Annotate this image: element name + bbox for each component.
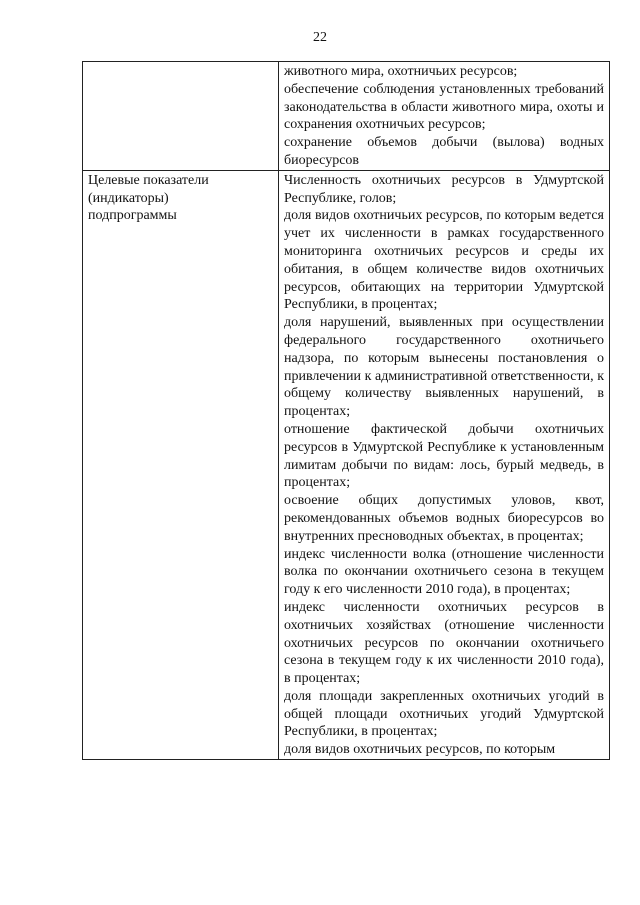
page-number: 22 [313, 30, 327, 45]
row-label-cell [83, 62, 279, 171]
row-label-cell [83, 170, 279, 759]
row-value-cell [279, 62, 610, 171]
row-value-cell [279, 170, 610, 759]
text-paragraph: отношение фактической добычи охотничьих ресурсов в Удмуртской Республике к установленным лимитам добычи по видам: лось, бурый медведь, в процентах; [284, 421, 604, 491]
text-paragraph: доля нарушений, выявленных при осуществлении федерального государственного охотничьего надзора, по которым вынесены постановления о привлечении к административной ответственности, к общему количеству выявленных нарушений, в процентах; [284, 315, 604, 420]
row-label-line: подпрограммы [88, 208, 177, 224]
text-paragraph: доля площади закрепленных охотничьих угодий в общей площади охотничьих угодий Удмуртской Республики, в процентах; [284, 688, 604, 740]
table-row [83, 170, 610, 759]
text-paragraph: доля видов охотничьих ресурсов, по которым ведется учет их численности в рамках государственного мониторинга охотничьих ресурсов и среды их обитания, в общем количестве видов охотничьих ресурсов, обитающих на территории Удмуртской Республики, в процентах; [284, 208, 604, 313]
row-label-line: Целевые показатели [88, 172, 209, 188]
text-paragraph: обеспечение соблюдения установленных требований законодательства в области животного мира, охоты и сохранения охотничьих ресурсов; [284, 81, 604, 133]
row-label-line: (индикаторы) [88, 190, 169, 206]
text-paragraph: индекс численности волка (отношение численности волка по окончании охотничьего сезона в текущем году к его численности 2010 года), в процентах; [284, 546, 604, 598]
text-paragraph: индекс численности охотничьих ресурсов в охотничьих хозяйствах (отношение численности охотничьих ресурсов по окончании охотничьего сезона в текущем году к их численности 2010 года), в процентах; [284, 599, 604, 687]
text-paragraph: Численность охотничьих ресурсов в Удмуртской Республике, голов; [284, 172, 604, 206]
table-row [83, 62, 610, 171]
text-paragraph: сохранение объемов добычи (вылова) водных биоресурсов [284, 135, 604, 168]
text-paragraph: освоение общих допустимых уловов, квот, рекомендованных объемов водных биоресурсов во внутренних пресноводных объектах, в процентах; [284, 493, 604, 544]
passport-table [82, 61, 610, 760]
text-paragraph: доля видов охотничьих ресурсов, по которым [284, 742, 556, 758]
text-paragraph: животного мира, охотничьих ресурсов; [284, 64, 518, 79]
